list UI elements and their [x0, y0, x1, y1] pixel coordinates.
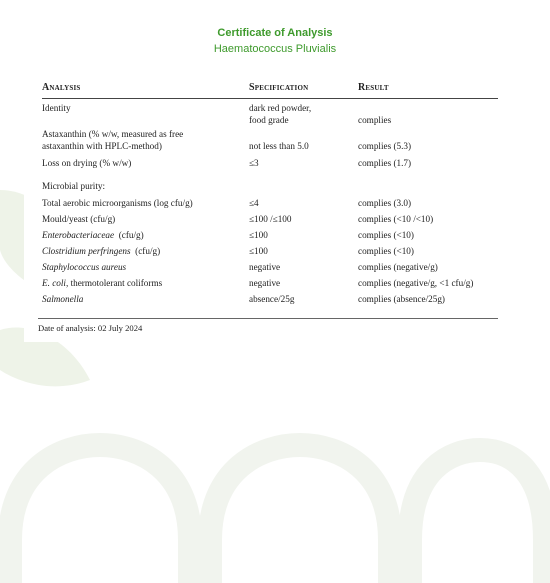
spec-cell: ≤100 — [249, 246, 268, 256]
column-header-analysis: Analysis — [42, 82, 81, 93]
document-subtitle: Haematococcus Pluvialis — [213, 43, 337, 55]
analysis-date: Date of analysis: 02 July 2024 — [38, 323, 143, 333]
result-cell: complies (absence/25g) — [358, 294, 445, 304]
spec-cell: not less than 5.0 — [249, 141, 309, 151]
result-cell: complies (negative/g, <1 cfu/g) — [358, 278, 474, 288]
spec-cell: ≤3 — [249, 158, 259, 168]
unit-text: thermotolerant coliforms — [68, 278, 163, 288]
spec-cell: ≤4 — [249, 198, 259, 208]
analysis-cell: Total aerobic microorganisms (log cfu/g) — [42, 198, 193, 208]
column-header-specification: Specification — [249, 82, 309, 93]
result-cell: complies (3.0) — [358, 198, 412, 208]
result-cell: complies (<10 /<10) — [358, 214, 434, 224]
analysis-cell — [42, 246, 247, 258]
result-cell: complies (<10) — [358, 246, 414, 256]
column-header-result: Result — [358, 82, 389, 93]
analysis-cell — [42, 230, 247, 242]
analysis-cell: Astaxanthin (% w/w, measured as free astaxanthin with HPLC-method) — [42, 129, 184, 151]
result-cell: complies (1.7) — [358, 158, 412, 168]
spec-cell: ≤100 — [249, 230, 268, 240]
spec-cell: negative — [249, 262, 281, 272]
organism-name: E. coli, — [42, 278, 69, 288]
analysis-cell: Mould/yeast (cfu/g) — [42, 214, 116, 224]
result-cell: complies (negative/g) — [358, 262, 438, 272]
organism-name: Enterobacteriaceae — [42, 230, 115, 240]
result-cell: complies (5.3) — [358, 141, 412, 151]
spec-cell: negative — [249, 278, 281, 288]
organism-name: Clostridium perfringens — [42, 246, 131, 256]
header-rule — [42, 98, 498, 99]
analysis-cell — [42, 294, 247, 306]
spec-cell: ≤100 /≤100 — [249, 214, 292, 224]
analysis-cell — [42, 262, 247, 274]
spec-cell: absence/25g — [249, 294, 295, 304]
document-title: Certificate of Analysis — [217, 27, 333, 39]
result-cell: complies — [358, 115, 392, 125]
unit-text: (cfu/g) — [114, 230, 144, 240]
unit-text: (cfu/g) — [130, 246, 161, 256]
analysis-cell: Identity — [42, 103, 71, 113]
organism-name: Salmonella — [42, 294, 84, 304]
analysis-cell — [42, 278, 247, 290]
certificate-sheet — [24, 70, 510, 342]
footer-rule — [38, 318, 498, 319]
result-cell: complies (<10) — [358, 230, 414, 240]
organism-name: Staphylococcus aureus — [42, 262, 127, 272]
spec-cell: dark red powder, food grade — [249, 103, 312, 125]
section-label: Microbial purity: — [42, 181, 106, 191]
analysis-cell: Loss on drying (% w/w) — [42, 158, 132, 168]
